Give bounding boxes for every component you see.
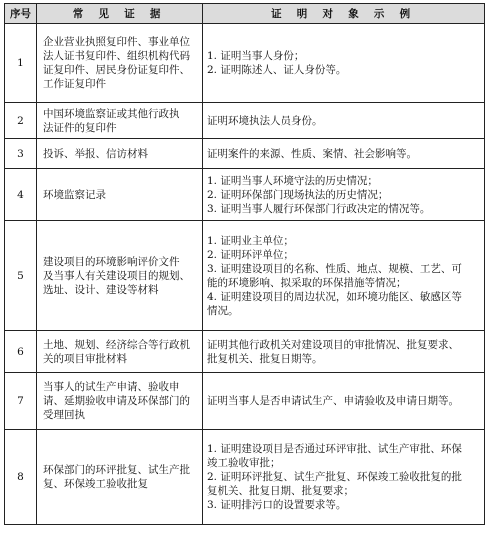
table-row [5,103,485,139]
proves-line: 4. 证明建设项目的周边状况，如环境功能区、敏感区等 [207,290,462,303]
proves-line: 2. 证明陈述人、证人身份等。 [207,64,347,76]
row-number: 8 [5,430,37,525]
proves-cell [203,221,485,331]
table-row [5,373,485,430]
evidence-line: 工作证复印件 [43,78,106,90]
proves-line: 3. 证明排污口的设置要求等。 [207,499,347,511]
table-row [5,331,485,373]
evidence-cell [37,331,203,373]
table-row [5,169,485,221]
evidence-line: 中国环境监察证或其他行政执 [43,107,180,120]
table-header-row [5,4,485,24]
evidence-line: 受理回执 [43,409,85,421]
proves-line: 证明其他行政机关对建设项目的审批情况、批复要求、 [207,338,459,351]
proves-cell [203,24,485,103]
proves-line: 情况。 [207,304,239,317]
proves-line: 2. 证明环保部门现场执法的历史情况； [207,188,389,201]
row-number: 7 [5,373,37,430]
evidence-cell [37,139,203,169]
proves-cell [203,430,485,525]
evidence-line: 建设项目的环境影响评价文件 [43,255,180,268]
table-row [5,24,485,103]
row-number: 3 [5,139,37,169]
evidence-line: 环保部门的环评批复、试生产批 [43,464,190,476]
proves-line: 能的环境影响、拟采取的环保措施等情况； [207,276,407,289]
proves-line: 证明环境执法人员身份。 [207,114,323,127]
evidence-line: 当事人的试生产申请、验收申 [43,381,180,393]
evidence-cell [37,221,203,331]
table-row [5,221,485,331]
evidence-line: 法证件的复印件 [43,121,117,134]
proves-line: 1. 证明当事人环境守法的历史情况； [207,174,378,187]
row-number: 5 [5,221,37,331]
proves-cell [203,331,485,373]
evidence-line: 请、延期验收申请及环保部门的 [43,395,190,407]
proves-line: 1. 证明建设项目是否通过环评审批、试生产审批、环保 [207,443,462,455]
evidence-line: 投诉、举报、信访材料 [43,147,148,160]
proves-line: 复机关、批复日期、批复要求； [207,485,354,497]
proves-line: 2. 证明环评单位； [207,248,294,261]
evidence-line: 环境监察记录 [43,188,106,201]
table-row [5,430,485,525]
evidence-table [4,3,485,525]
evidence-line: 及当事人有关建设项目的规划、 [43,269,190,282]
proves-line: 3. 证明建设项目的名称、性质、地点、规模、工艺、可 [207,262,462,275]
evidence-line: 证复印件、居民身份证复印件、 [43,64,190,76]
proves-cell [203,373,485,430]
evidence-line: 企业营业执照复印件、事业单位 [43,36,190,48]
proves-line: 证明当事人是否申请试生产、申请验收及申请日期等。 [207,395,459,407]
header-number: 序号 [5,4,37,24]
proves-cell [203,139,485,169]
proves-cell [203,169,485,221]
header-evidence: 常 见 证 据 [37,4,203,24]
row-number: 6 [5,331,37,373]
header-proves: 证 明 对 象 示 例 [203,4,485,24]
proves-line: 1. 证明当事人身份； [207,50,305,62]
row-number: 1 [5,24,37,103]
proves-line: 证明案件的来源、性质、案情、社会影响等。 [207,147,417,160]
evidence-cell [37,103,203,139]
evidence-line: 关的项目审批材料 [43,352,127,365]
proves-line: 批复机关、批复日期等。 [207,352,323,365]
evidence-cell [37,373,203,430]
evidence-line: 选址、设计、建设等材料 [43,283,159,296]
proves-cell [203,103,485,139]
row-number: 2 [5,103,37,139]
proves-line: 竣工验收审批； [207,457,281,469]
row-number: 4 [5,169,37,221]
evidence-cell [37,169,203,221]
proves-line: 3. 证明当事人履行环保部门行政决定的情况等。 [207,202,431,215]
evidence-cell [37,430,203,525]
table-row [5,139,485,169]
evidence-line: 法人证书复印件、组织机构代码 [43,50,190,62]
evidence-cell [37,24,203,103]
evidence-line: 土地、规划、经济综合等行政机 [43,338,190,351]
evidence-line: 复、环保竣工验收批复 [43,478,148,490]
proves-line: 2. 证明环评批复、试生产批复、环保竣工验收批复的批 [207,471,462,483]
proves-line: 1. 证明业主单位； [207,234,294,247]
